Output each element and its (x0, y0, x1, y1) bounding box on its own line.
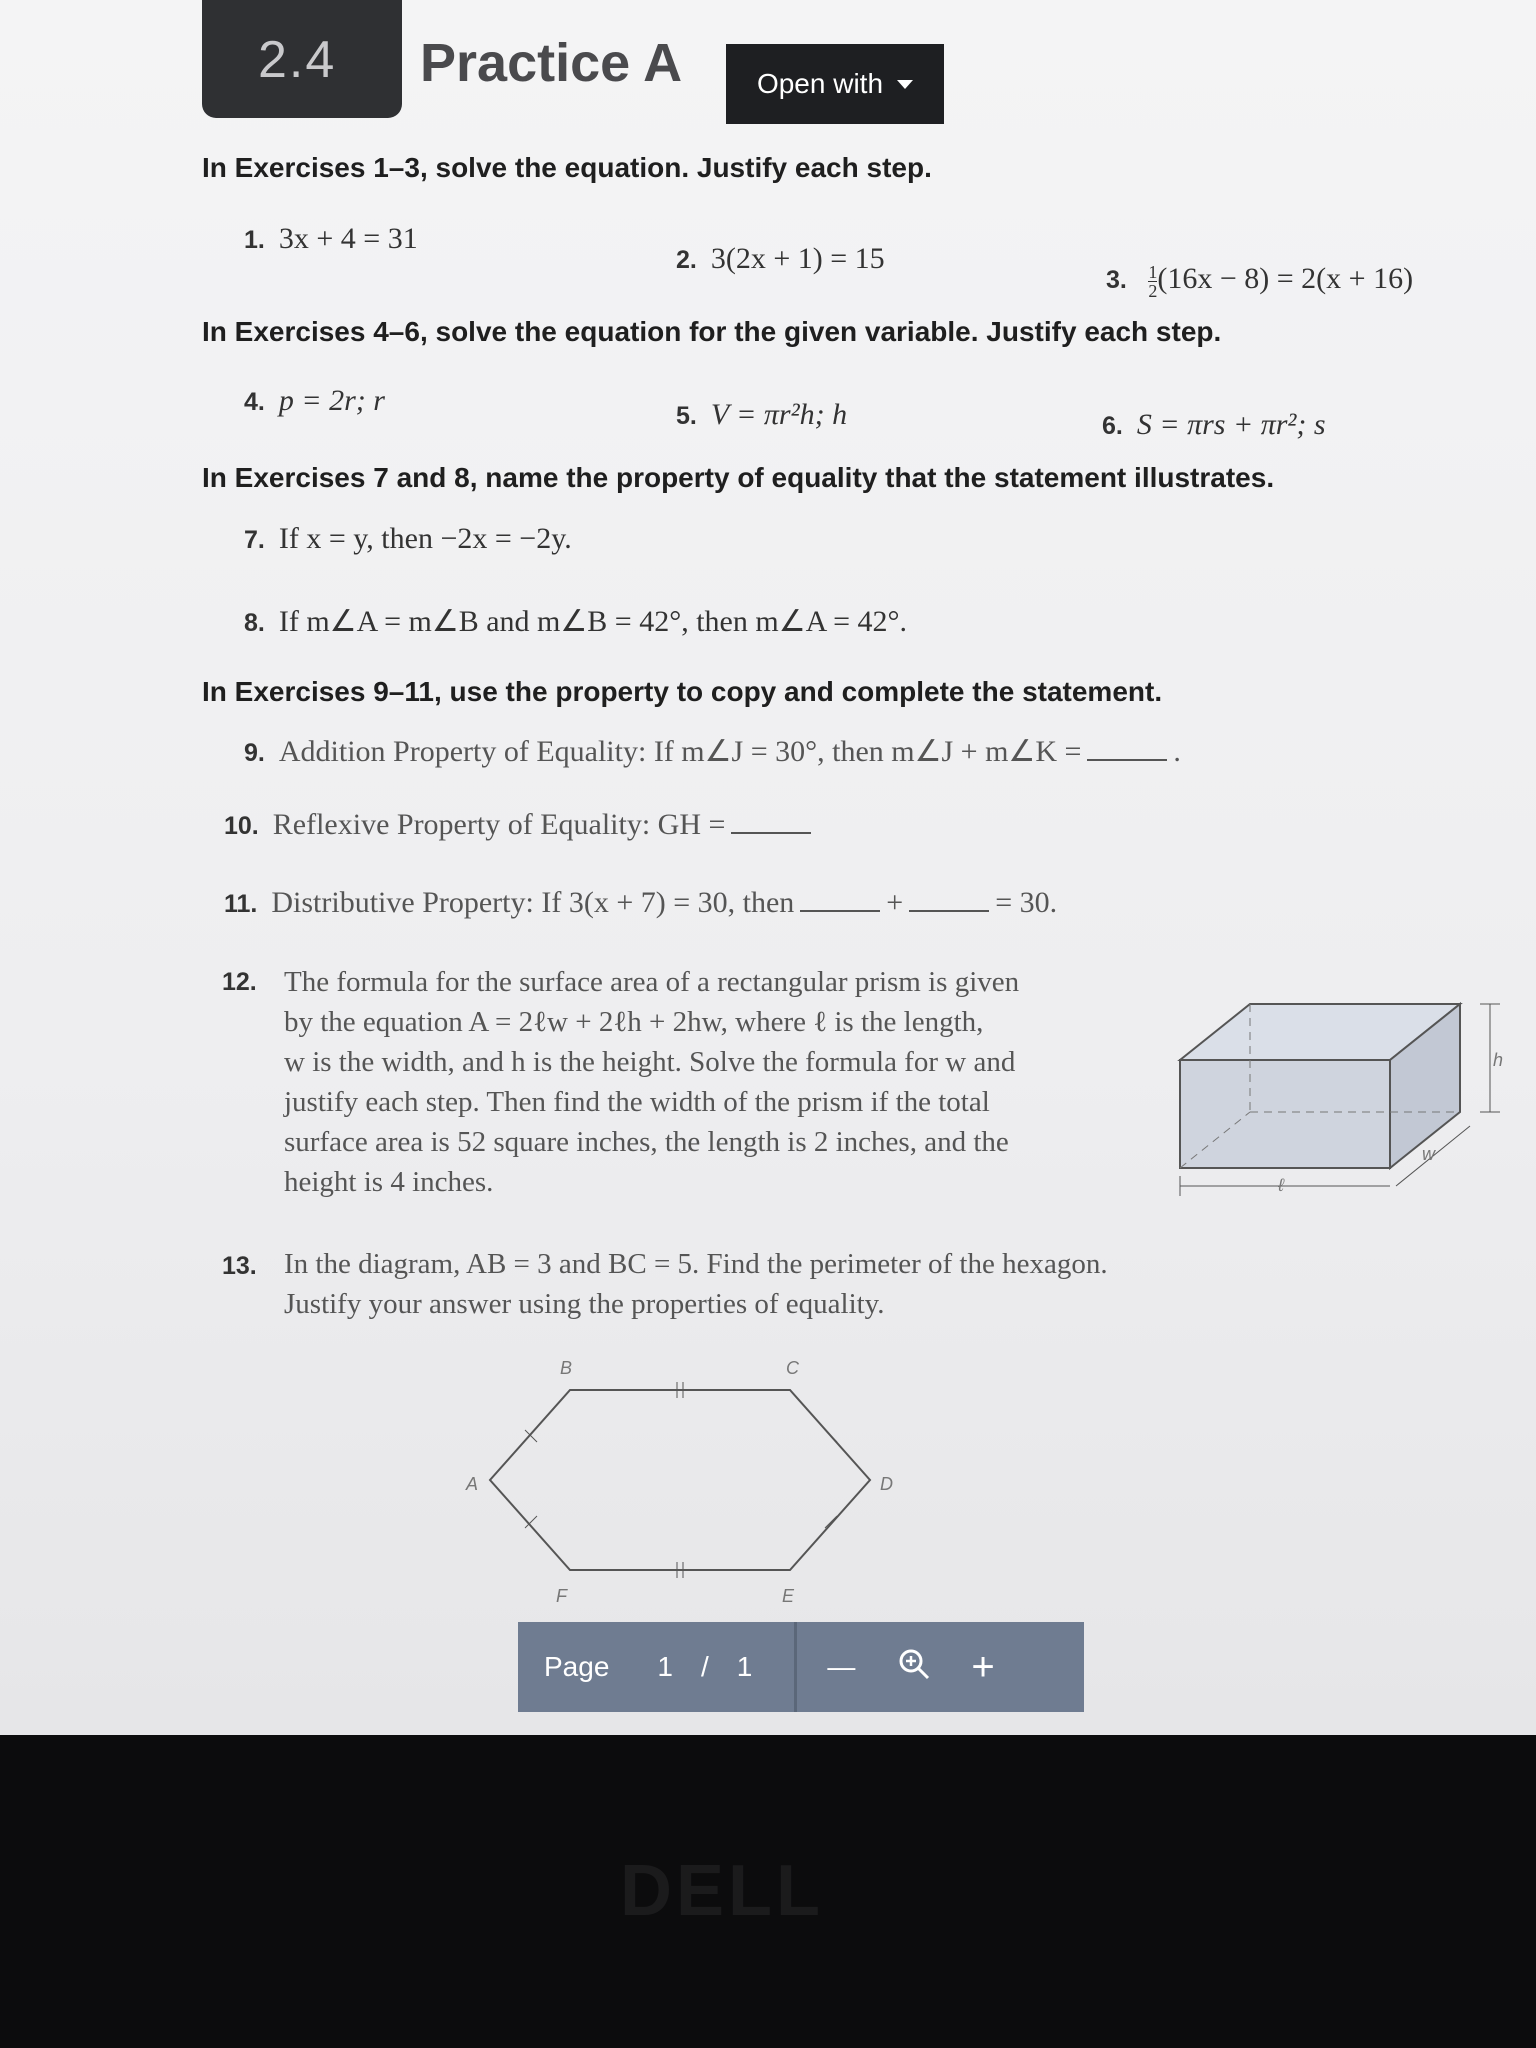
zoom-in-button[interactable]: + (971, 1644, 995, 1689)
prism-front-face (1180, 1060, 1390, 1168)
caret-down-icon (897, 80, 913, 89)
toolbar-divider (794, 1622, 797, 1712)
exercise-6: 6. S = πrs + πr²; s (1102, 408, 1326, 441)
rectangular-prism-figure (1160, 990, 1520, 1200)
exercise-5: 5. V = πr²h; h (676, 398, 848, 431)
answer-blank (731, 832, 811, 834)
zoom-icon[interactable] (897, 1647, 931, 1688)
vertex-label-b: B (560, 1358, 573, 1378)
exercise-12-text: The formula for the surface area of a rectangular prism is given by the equation A = 2ℓw + 2ℓh + 2hw, where ℓ is the length, w is the width, and h is the height. Solve the formula for w and justify each step. Then find the width of the prism if the total surface area is 52 square inches, the length is 2 inches, and the height is 4 inches. (284, 966, 1020, 1198)
exercise-8: 8. If m∠A = m∠B and m∠B = 42°, then m∠A = 42°. (244, 605, 908, 638)
hexagon-figure (440, 1350, 920, 1620)
tick-mark (825, 1430, 837, 1442)
answer-blank (1087, 759, 1167, 761)
open-with-label: Open with (756, 68, 884, 99)
current-page-input[interactable]: 1 (657, 1651, 673, 1682)
tick-mark (825, 1516, 837, 1528)
page-title: Practice A (420, 33, 683, 93)
zoom-out-button[interactable]: — (827, 1651, 856, 1682)
instructions-9-11: In Exercises 9–11, use the property to copy and complete the statement. (202, 676, 1163, 707)
vertex-label-e: E (782, 1586, 795, 1606)
exercise-4: 4. p = 2r; r (244, 384, 385, 417)
exercise-13-number: 13. (222, 1252, 257, 1280)
vertex-label-a: A (466, 1474, 479, 1494)
exercise-1: 1. 3x + 4 = 31 (244, 222, 418, 255)
vertex-label-f: F (556, 1586, 567, 1606)
exercise-7: 7. If x = y, then −2x = −2y. (244, 522, 572, 555)
page-label: Page (544, 1651, 610, 1682)
pdf-page-toolbar (518, 1622, 1084, 1712)
open-with-button[interactable] (726, 44, 944, 124)
label-w: w (1422, 1144, 1435, 1164)
vertex-label-c: C (786, 1358, 799, 1378)
total-pages: 1 (736, 1651, 753, 1682)
instructions-4-6: In Exercises 4–6, solve the equation for the given variable. Justify each step. (202, 316, 1222, 347)
exercise-2: 2. 3(2x + 1) = 15 (676, 242, 885, 275)
vertex-label-d: D (880, 1474, 893, 1494)
section-number: 2.4 (258, 31, 337, 89)
exercise-10: 10. Reflexive Property of Equality: GH = (224, 808, 817, 842)
exercise-12-number: 12. (222, 968, 257, 996)
exercise-13-text: In the diagram, AB = 3 and BC = 5. Find the perimeter of the hexagon. Justify your answer using the properties of equality. (284, 1248, 1108, 1320)
tick-mark (525, 1430, 537, 1442)
instructions-7-8: In Exercises 7 and 8, name the property of equality that the statement illustrates. (202, 462, 1275, 493)
monitor-logo: DELL (620, 1851, 824, 1931)
page-separator: / (700, 1651, 709, 1682)
exercise-3: 3. $\frac{1}{2}$ (16x − 8) = 2(x + 16) (1106, 261, 1414, 301)
instructions-1-3: In Exercises 1–3, solve the equation. Justify each step. (202, 152, 932, 183)
hexagon (490, 1390, 870, 1570)
exercise-11: 11. Distributive Property: If 3(x + 7) = 30, then + = 30. (224, 886, 1058, 919)
label-h: h (1493, 1050, 1504, 1070)
answer-blank (800, 910, 880, 912)
answer-blank (909, 910, 989, 912)
label-l: ℓ (1278, 1175, 1284, 1195)
exercise-9: 9. Addition Property of Equality: If m∠J = 30°, then m∠J + m∠K = . (244, 735, 1181, 768)
